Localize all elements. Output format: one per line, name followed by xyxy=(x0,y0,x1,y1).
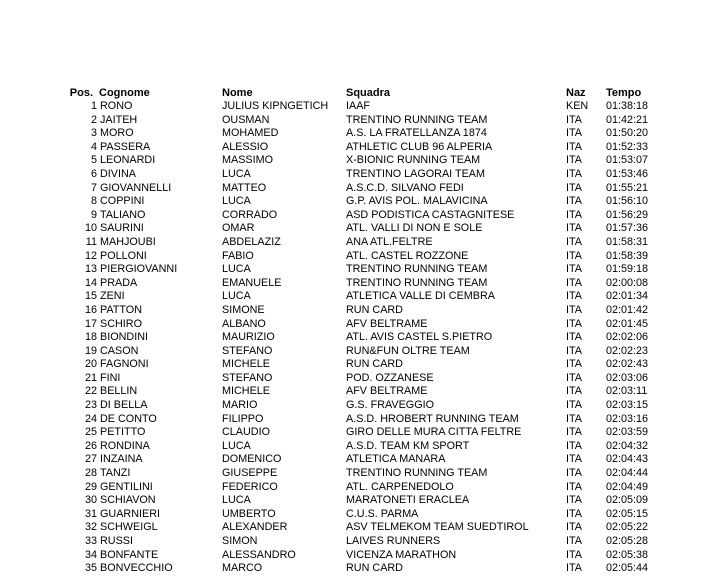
table-row xyxy=(0,222,724,236)
cell-naz: ITA xyxy=(566,467,582,480)
cell-tempo: 01:50:20 xyxy=(606,127,649,140)
table-row xyxy=(0,195,724,209)
cell-tempo: 02:05:22 xyxy=(606,521,649,534)
table-row xyxy=(0,426,724,440)
cell-squadra: A.S.C.D. SILVANO FEDI xyxy=(346,181,464,194)
cell-naz: ITA xyxy=(566,371,582,384)
cell-nome: FEDERICO xyxy=(222,480,278,493)
cell-cognome: DIVINA xyxy=(100,167,136,180)
cell-pos: 28 xyxy=(84,467,97,480)
cell-cognome: POLLONI xyxy=(100,249,147,262)
cell-tempo: 02:02:43 xyxy=(606,358,649,371)
cell-squadra: X-BIONIC RUNNING TEAM xyxy=(346,154,481,167)
cell-naz: ITA xyxy=(566,222,582,235)
cell-pos: 18 xyxy=(84,331,97,344)
cell-squadra: A.S. LA FRATELLANZA 1874 xyxy=(346,127,487,140)
cell-squadra: ATL. AVIS CASTEL S.PIETRO xyxy=(346,331,493,344)
cell-squadra: G.P. AVIS POL. MALAVICINA xyxy=(346,195,488,208)
cell-nome: JULIUS KIPNGETICH xyxy=(222,100,329,112)
cell-naz: ITA xyxy=(566,167,582,180)
cell-pos: 11 xyxy=(85,235,97,248)
cell-naz: ITA xyxy=(566,426,582,439)
table-row xyxy=(0,236,724,250)
cell-squadra: LAIVES RUNNERS xyxy=(346,535,441,547)
cell-cognome: BIONDINI xyxy=(100,331,148,344)
table-row xyxy=(0,453,724,467)
cell-naz: ITA xyxy=(566,263,582,276)
cell-pos: 6 xyxy=(90,167,97,180)
cell-squadra: RUN CARD xyxy=(346,303,403,316)
cell-cognome: BONVECCHIO xyxy=(100,562,173,575)
cell-squadra: MARATONETI ERACLEA xyxy=(346,494,470,507)
cell-pos: 7 xyxy=(90,181,97,194)
cell-tempo: 01:58:31 xyxy=(606,235,649,248)
table-body xyxy=(0,100,724,576)
cell-squadra: ATL. CARPENEDOLO xyxy=(346,480,454,493)
table-header xyxy=(0,86,724,100)
cell-nome: LUCA xyxy=(222,263,251,276)
cell-nome: ALESSANDRO xyxy=(222,548,296,561)
cell-cognome: PATTON xyxy=(100,303,142,316)
table-row xyxy=(0,154,724,168)
cell-naz: ITA xyxy=(566,453,582,466)
cell-nome: STEFANO xyxy=(222,344,273,357)
cell-squadra: A.S.D. TEAM KM SPORT xyxy=(346,439,470,452)
cell-naz: ITA xyxy=(566,317,582,330)
cell-cognome: TANZI xyxy=(100,467,131,480)
cell-pos: 26 xyxy=(84,439,97,452)
cell-tempo: 02:01:45 xyxy=(606,317,649,330)
header-tempo: Tempo xyxy=(606,87,642,99)
cell-nome: STEFANO xyxy=(222,371,273,384)
cell-nome: ALBANO xyxy=(222,317,266,330)
table-row xyxy=(0,440,724,454)
table-row xyxy=(0,549,724,563)
cell-nome: LUCA xyxy=(222,439,251,452)
cell-squadra: TRENTINO RUNNING TEAM xyxy=(346,113,488,126)
cell-naz: ITA xyxy=(566,344,582,357)
cell-squadra: TRENTINO LAGORAI TEAM xyxy=(346,167,485,180)
cell-naz: ITA xyxy=(566,358,582,371)
cell-nome: ABDELAZIZ xyxy=(222,235,281,248)
cell-naz: ITA xyxy=(566,480,582,493)
cell-nome: MASSIMO xyxy=(222,154,273,167)
cell-pos: 31 xyxy=(84,507,97,520)
cell-naz: ITA xyxy=(566,208,582,221)
cell-naz: ITA xyxy=(566,439,582,452)
cell-naz: ITA xyxy=(566,494,582,507)
table-row xyxy=(0,467,724,481)
cell-pos: 25 xyxy=(84,426,97,439)
cell-pos: 8 xyxy=(90,195,97,208)
cell-squadra: ATL. CASTEL ROZZONE xyxy=(346,249,469,262)
cell-pos: 32 xyxy=(84,521,97,534)
cell-nome: ALESSIO xyxy=(222,140,269,153)
cell-pos: 30 xyxy=(84,494,97,507)
cell-squadra: C.U.S. PARMA xyxy=(346,507,419,520)
cell-tempo: 02:04:49 xyxy=(606,480,649,493)
cell-tempo: 02:04:44 xyxy=(606,467,649,480)
cell-nome: UMBERTO xyxy=(222,507,276,520)
table-row xyxy=(0,521,724,535)
cell-tempo: 02:05:09 xyxy=(606,494,649,507)
cell-nome: MARIO xyxy=(222,399,258,412)
cell-naz: ITA xyxy=(566,521,582,534)
cell-naz: ITA xyxy=(566,535,582,547)
header-squadra: Squadra xyxy=(346,87,391,99)
cell-nome: GIUSEPPE xyxy=(222,467,278,480)
table-row xyxy=(0,250,724,264)
cell-pos: 5 xyxy=(90,154,97,167)
cell-cognome: RONO xyxy=(100,100,133,112)
cell-pos: 29 xyxy=(84,480,97,493)
cell-nome: MICHELE xyxy=(222,385,270,398)
cell-naz: ITA xyxy=(566,331,582,344)
cell-tempo: 01:58:39 xyxy=(606,249,649,262)
cell-naz: ITA xyxy=(566,154,582,167)
table-row xyxy=(0,209,724,223)
cell-pos: 10 xyxy=(84,222,97,235)
cell-squadra: ASD PODISTICA CASTAGNITESE xyxy=(346,208,515,221)
cell-cognome: LEONARDI xyxy=(100,154,156,167)
cell-tempo: 02:04:43 xyxy=(606,453,649,466)
table-row xyxy=(0,182,724,196)
cell-cognome: FINI xyxy=(100,371,121,384)
cell-squadra: GIRO DELLE MURA CITTA FELTRE xyxy=(346,426,522,439)
table-row xyxy=(0,481,724,495)
cell-cognome: INZAINA xyxy=(100,453,143,466)
cell-tempo: 02:05:28 xyxy=(606,535,649,547)
table-row xyxy=(0,141,724,155)
cell-pos: 35 xyxy=(84,562,97,575)
cell-pos: 20 xyxy=(84,358,97,371)
cell-cognome: PASSERA xyxy=(100,140,151,153)
cell-cognome: SCHIRO xyxy=(100,317,142,330)
cell-pos: 3 xyxy=(90,127,97,140)
cell-naz: ITA xyxy=(566,249,582,262)
cell-pos: 22 xyxy=(84,385,97,398)
cell-naz: ITA xyxy=(566,140,582,153)
cell-squadra: IAAF xyxy=(346,100,370,112)
cell-tempo: 02:02:23 xyxy=(606,344,649,357)
cell-tempo: 02:03:15 xyxy=(606,399,649,412)
cell-cognome: DI BELLA xyxy=(100,399,148,412)
cell-nome: LUCA xyxy=(222,494,251,507)
table-row xyxy=(0,277,724,291)
cell-pos: 19 xyxy=(84,344,97,357)
cell-naz: ITA xyxy=(566,562,582,575)
cell-pos: 23 xyxy=(84,399,97,412)
cell-tempo: 02:03:11 xyxy=(606,385,648,398)
cell-cognome: BELLIN xyxy=(100,385,138,398)
cell-cognome: GENTILINI xyxy=(100,480,153,493)
cell-squadra: ATLETICA VALLE DI CEMBRA xyxy=(346,290,495,303)
table-row xyxy=(0,358,724,372)
cell-naz: ITA xyxy=(566,235,582,248)
cell-pos: 27 xyxy=(84,453,97,466)
cell-pos: 9 xyxy=(90,208,97,221)
cell-squadra: TRENTINO RUNNING TEAM xyxy=(346,276,488,289)
cell-tempo: 02:00:08 xyxy=(606,276,649,289)
cell-tempo: 02:05:15 xyxy=(606,507,649,520)
cell-nome: EMANUELE xyxy=(222,276,282,289)
cell-naz: ITA xyxy=(566,548,582,561)
cell-naz: ITA xyxy=(566,303,582,316)
cell-cognome: GUARNIERI xyxy=(100,507,160,520)
cell-cognome: FAGNONI xyxy=(100,358,149,371)
cell-cognome: MAHJOUBI xyxy=(100,235,156,248)
cell-nome: MATTEO xyxy=(222,181,267,194)
cell-nome: LUCA xyxy=(222,167,251,180)
cell-cognome: COPPINI xyxy=(100,195,145,208)
cell-cognome: RONDINA xyxy=(100,439,150,452)
cell-squadra: ATL. VALLI DI NON E SOLE xyxy=(346,222,483,235)
cell-naz: ITA xyxy=(566,385,582,398)
results-table xyxy=(0,86,724,576)
table-row xyxy=(0,304,724,318)
cell-cognome: GIOVANNELLI xyxy=(100,181,172,194)
cell-squadra: RUN CARD xyxy=(346,562,403,575)
cell-nome: MAURIZIO xyxy=(222,331,275,344)
cell-nome: DOMENICO xyxy=(222,453,282,466)
cell-pos: 1 xyxy=(90,100,97,112)
cell-squadra: G.S. FRAVEGGIO xyxy=(346,399,434,412)
cell-nome: MICHELE xyxy=(222,358,270,371)
cell-tempo: 01:52:33 xyxy=(606,140,649,153)
table-row xyxy=(0,168,724,182)
cell-cognome: PETITTO xyxy=(100,426,146,439)
cell-cognome: PIERGIOVANNI xyxy=(100,263,178,276)
cell-nome: CLAUDIO xyxy=(222,426,270,439)
cell-squadra: AFV BELTRAME xyxy=(346,385,428,398)
table-row xyxy=(0,413,724,427)
cell-cognome: BONFANTE xyxy=(100,548,159,561)
cell-nome: ALEXANDER xyxy=(222,521,288,534)
cell-squadra: TRENTINO RUNNING TEAM xyxy=(346,263,488,276)
cell-squadra: ATHLETIC CLUB 96 ALPERIA xyxy=(346,140,493,153)
table-row xyxy=(0,372,724,386)
cell-nome: SIMONE xyxy=(222,303,265,316)
table-row xyxy=(0,331,724,345)
cell-cognome: SAURINI xyxy=(100,222,144,235)
table-row xyxy=(0,263,724,277)
cell-squadra: ATLETICA MANARA xyxy=(346,453,446,466)
cell-tempo: 02:05:38 xyxy=(606,548,649,561)
cell-tempo: 01:55:21 xyxy=(606,181,649,194)
header-cognome: Cognome xyxy=(99,87,150,99)
cell-squadra: VICENZA MARATHON xyxy=(346,548,457,561)
cell-cognome: PRADA xyxy=(100,276,138,289)
table-row xyxy=(0,399,724,413)
header-nome: Nome xyxy=(222,87,253,99)
cell-squadra: AFV BELTRAME xyxy=(346,317,428,330)
cell-cognome: SCHWEIGL xyxy=(100,521,158,534)
cell-naz: ITA xyxy=(566,412,582,425)
cell-nome: LUCA xyxy=(222,290,251,303)
cell-cognome: RUSSI xyxy=(100,535,133,547)
cell-pos: 15 xyxy=(84,290,97,303)
cell-pos: 33 xyxy=(84,535,97,547)
table-row xyxy=(0,290,724,304)
cell-nome: SIMON xyxy=(222,535,258,547)
cell-pos: 21 xyxy=(84,371,97,384)
cell-tempo: 01:56:10 xyxy=(606,195,649,208)
cell-nome: FILIPPO xyxy=(222,412,264,425)
cell-nome: CORRADO xyxy=(222,208,278,221)
table-row xyxy=(0,127,724,141)
cell-naz: ITA xyxy=(566,276,582,289)
table-row xyxy=(0,385,724,399)
cell-tempo: 01:53:46 xyxy=(606,167,649,180)
cell-nome: OMAR xyxy=(222,222,255,235)
cell-pos: 24 xyxy=(84,412,97,425)
table-row xyxy=(0,345,724,359)
cell-naz: KEN xyxy=(566,100,589,112)
cell-tempo: 02:03:59 xyxy=(606,426,649,439)
cell-tempo: 01:56:29 xyxy=(606,208,649,221)
cell-pos: 4 xyxy=(90,140,97,153)
header-naz: Naz xyxy=(566,87,586,99)
cell-tempo: 02:03:16 xyxy=(606,412,649,425)
cell-naz: ITA xyxy=(566,113,582,126)
cell-cognome: DE CONTO xyxy=(100,412,157,425)
cell-pos: 14 xyxy=(84,276,97,289)
cell-nome: MARCO xyxy=(222,562,263,575)
cell-tempo: 02:03:06 xyxy=(606,371,649,384)
cell-tempo: 02:01:34 xyxy=(606,290,649,303)
cell-pos: 34 xyxy=(84,548,97,561)
cell-nome: MOHAMED xyxy=(222,127,279,140)
cell-tempo: 02:04:32 xyxy=(606,439,649,452)
cell-tempo: 02:01:42 xyxy=(606,303,649,316)
cell-tempo: 02:05:44 xyxy=(606,562,649,575)
cell-cognome: CASON xyxy=(100,344,139,357)
cell-tempo: 02:02:06 xyxy=(606,331,649,344)
cell-pos: 12 xyxy=(84,249,97,262)
cell-tempo: 01:53:07 xyxy=(606,154,649,167)
cell-squadra: ASV TELMEKOM TEAM SUEDTIROL xyxy=(346,521,529,534)
table-row xyxy=(0,114,724,128)
cell-naz: ITA xyxy=(566,507,582,520)
cell-pos: 2 xyxy=(90,113,97,126)
cell-cognome: SCHIAVON xyxy=(100,494,156,507)
cell-squadra: RUN&FUN OLTRE TEAM xyxy=(346,344,470,357)
cell-naz: ITA xyxy=(566,290,582,303)
header-pos: Pos. xyxy=(69,87,93,99)
cell-squadra: ANA ATL.FELTRE xyxy=(346,235,433,248)
cell-tempo: 01:42:21 xyxy=(606,113,649,126)
cell-pos: 17 xyxy=(84,317,97,330)
cell-tempo: 01:59:18 xyxy=(606,263,649,276)
table-row xyxy=(0,100,724,114)
cell-squadra: TRENTINO RUNNING TEAM xyxy=(346,467,488,480)
cell-naz: ITA xyxy=(566,127,582,140)
table-row xyxy=(0,535,724,549)
cell-squadra: A.S.D. HROBERT RUNNING TEAM xyxy=(346,412,519,425)
cell-squadra: RUN CARD xyxy=(346,358,403,371)
cell-cognome: ZENI xyxy=(100,290,125,303)
cell-cognome: TALIANO xyxy=(100,208,146,221)
table-row xyxy=(0,508,724,522)
table-row xyxy=(0,318,724,332)
cell-naz: ITA xyxy=(566,399,582,412)
cell-naz: ITA xyxy=(566,181,582,194)
cell-pos: 16 xyxy=(84,303,97,316)
cell-nome: LUCA xyxy=(222,195,251,208)
table-row xyxy=(0,494,724,508)
cell-cognome: JAITEH xyxy=(100,113,138,126)
cell-tempo: 01:57:36 xyxy=(606,222,649,235)
cell-squadra: POD. OZZANESE xyxy=(346,371,434,384)
cell-nome: OUSMAN xyxy=(222,113,270,126)
cell-cognome: MORO xyxy=(100,127,134,140)
cell-nome: FABIO xyxy=(222,249,254,262)
cell-naz: ITA xyxy=(566,195,582,208)
table-row xyxy=(0,562,724,576)
cell-tempo: 01:38:18 xyxy=(606,100,649,112)
cell-pos: 13 xyxy=(84,263,97,276)
